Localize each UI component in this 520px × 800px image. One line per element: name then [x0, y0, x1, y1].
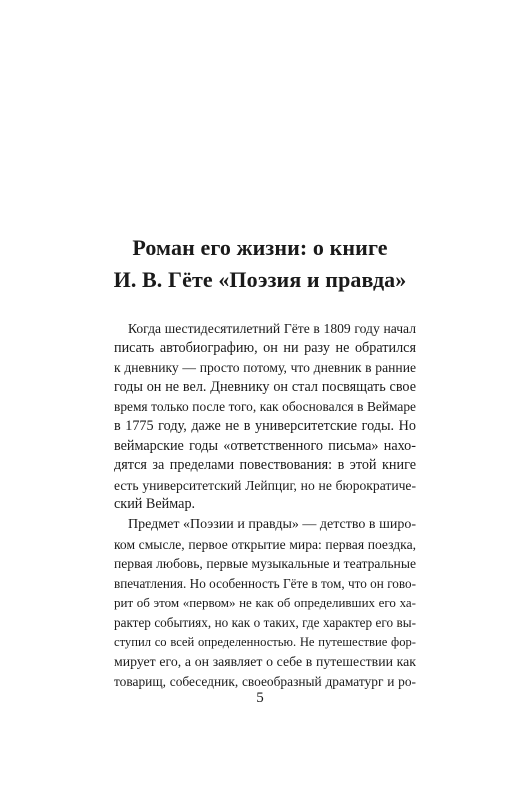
text-line: есть университетский Лейпциг, но не бюрократиче-: [114, 477, 416, 493]
page-number: 5: [256, 690, 264, 706]
text-line: рит об этом «первом» не как об определивших его ха-: [114, 595, 416, 611]
text-line: мирует его, а он заявляет о себе в путешествии как: [114, 654, 416, 670]
chapter-title-line: И. В. Гёте «Поэзия и правда»: [113, 267, 407, 292]
chapter-title-line: Роман его жизни: о книге: [132, 235, 388, 260]
text-line: к дневнику — просто потому, что дневник в ранние: [114, 360, 416, 376]
text-line: Предмет «Поэзии и правды» — детство в широ-: [128, 516, 416, 532]
body-text: [114, 319, 416, 691]
text-line: товарищ, собеседник, своеобразный драматург и ро-: [114, 673, 416, 689]
chapter-title: [0, 232, 520, 296]
text-line: в 1775 году, даже не в университетские годы. Но: [114, 417, 416, 434]
text-line: рактер событиях, но как о таких, где характер его вы-: [114, 614, 416, 630]
text-line: дятся за пределами повествования: в этой книге: [114, 457, 416, 474]
text-line: впечатления. Но особенность Гёте в том, что он гово-: [114, 575, 416, 591]
text-line: ком смысле, первое открытие мира: первая поездка,: [114, 536, 416, 552]
text-line: первая любовь, первые музыкальные и театральные: [114, 556, 416, 572]
text-line: Когда шестидесятилетний Гёте в 1809 году начал: [128, 321, 416, 336]
text-line: ступил со всей определенностью. Не путешествие фор-: [114, 634, 416, 649]
text-line: время только после того, как обосновался в Веймаре: [114, 399, 416, 415]
text-line: писать автобиографию, он ни разу не обратился: [114, 339, 416, 356]
text-line: годы он не вел. Дневнику он стал посвящать свое: [114, 378, 416, 395]
text-line: ский Веймар.: [114, 496, 196, 513]
paragraph: [114, 319, 416, 515]
paragraph: [114, 515, 416, 691]
text-line: веймарские годы «ответственного письма» нахо-: [114, 437, 416, 454]
